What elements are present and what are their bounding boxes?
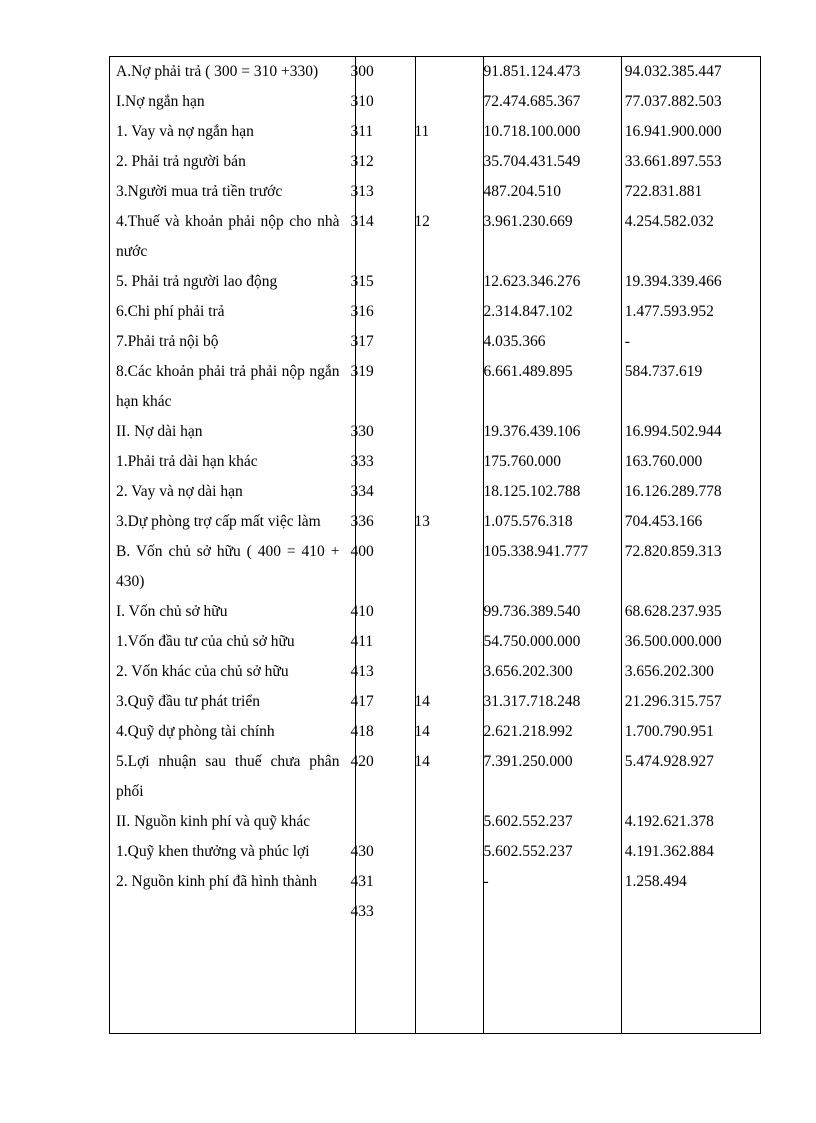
row-name: 5.Lợi nhuận sau thuế chưa phân phối [116,753,340,800]
row-note [406,627,476,657]
table-row [110,537,760,597]
row-note: 14 [414,723,430,740]
row-note [406,807,476,837]
row-note [406,267,476,297]
row-code: 418 [350,723,374,740]
row-current-value: 487.204.510 [483,183,561,200]
row-name: II. Nợ dài hạn [116,423,203,440]
table-row [110,207,760,267]
table-row [110,717,760,747]
liabilities-equity-table [110,57,760,927]
row-note: 11 [414,123,430,140]
table-row [110,747,760,807]
table-row [110,447,760,477]
row-note: 12 [414,213,430,230]
table-row [110,117,760,147]
row-previous-value [618,897,760,927]
row-current-value: 105.338.941.777 [483,543,589,560]
row-name: I. Vốn chủ sở hữu [116,603,228,620]
row-note [406,147,476,177]
row-name: 2. Nguồn kinh phí đã hình thành [116,873,318,890]
row-previous-value: 33.661.897.553 [624,153,722,170]
row-note: 13 [414,513,430,530]
row-current-value: 35.704.431.549 [483,153,581,170]
row-current-value: 54.750.000.000 [483,633,581,650]
row-note: 14 [414,693,430,710]
row-note [406,537,476,597]
row-note [406,837,476,867]
row-previous-value: 94.032.385.447 [624,63,722,80]
row-name: 6.Chi phí phải trả [116,303,225,320]
row-current-value: 7.391.250.000 [483,753,573,770]
row-code: 330 [350,423,374,440]
row-previous-value: 4.254.582.032 [624,213,714,230]
table-row [110,897,760,927]
row-code: 311 [350,123,374,140]
row-current-value: 4.035.366 [483,333,546,350]
table-row [110,837,760,867]
row-current-value: 12.623.346.276 [483,273,581,290]
row-name: II. Nguồn kinh phí và quỹ khác [116,813,311,830]
row-previous-value: - [624,333,630,350]
row-previous-value: 68.628.237.935 [624,603,722,620]
row-previous-value: 3.656.202.300 [624,663,714,680]
row-name: A.Nợ phải trả ( 300 = 310 +330) [116,63,319,80]
row-note [406,897,476,927]
row-code: 316 [350,303,374,320]
row-current-value: 72.474.685.367 [483,93,581,110]
row-name [110,897,344,927]
table-row [110,597,760,627]
table-row [110,867,760,897]
row-note [406,417,476,447]
row-previous-value: 163.760.000 [624,453,703,470]
row-previous-value: 21.296.315.757 [624,693,722,710]
row-code: 413 [350,663,374,680]
row-note [406,597,476,627]
row-name: 1.Quỹ khen thưởng và phúc lợi [116,843,310,860]
row-current-value: 5.602.552.237 [483,813,573,830]
row-current-value: 99.736.389.540 [483,603,581,620]
row-previous-value: 5.474.928.927 [624,753,714,770]
table-row [110,267,760,297]
row-previous-value: 36.500.000.000 [624,633,722,650]
row-name: 2. Vay và nợ dài hạn [116,483,243,500]
table-row [110,147,760,177]
row-name: 8.Các khoản phải trả phải nộp ngắn hạn khác [116,363,340,410]
row-current-value: 10.718.100.000 [483,123,581,140]
row-note [406,657,476,687]
row-previous-value: 16.126.289.778 [624,483,722,500]
row-current-value: 5.602.552.237 [483,843,573,860]
row-previous-value: 16.941.900.000 [624,123,722,140]
table-row [110,87,760,117]
row-name: 3.Dự phòng trợ cấp mất việc làm [116,513,321,530]
row-name: 1.Vốn đầu tư của chủ sở hữu [116,633,295,650]
table-row [110,357,760,417]
row-previous-value: 72.820.859.313 [624,543,722,560]
row-code: 333 [350,453,374,470]
table-row [110,807,760,837]
table-row [110,57,760,87]
row-current-value: 1.075.576.318 [483,513,573,530]
row-current-value: 91.851.124.473 [483,63,581,80]
row-name: 1.Phải trả dài hạn khác [116,453,258,470]
row-note: 14 [414,753,430,770]
table-row [110,417,760,447]
table-row [110,627,760,657]
row-name: 3.Quỹ đầu tư phát triển [116,693,260,710]
row-name: 4.Thuế và khoản phải nộp cho nhà nước [116,213,340,260]
table-row [110,297,760,327]
row-code: 420 [350,753,374,770]
row-current-value: 6.661.489.895 [483,363,573,380]
row-code [344,807,406,837]
row-code: 314 [350,213,374,230]
table-row [110,477,760,507]
row-code: 336 [350,513,374,530]
row-name: 2. Vốn khác của chủ sở hữu [116,663,289,680]
row-name: 4.Quỹ dự phòng tài chính [116,723,275,740]
row-code: 319 [350,363,374,380]
row-code: 411 [350,633,374,650]
table-row [110,327,760,357]
table-row [110,687,760,717]
row-code: 431 [350,873,374,890]
row-name: 3.Người mua trả tiền trước [116,183,283,200]
row-current-value [477,897,618,927]
row-code: 410 [350,603,374,620]
row-previous-value: 1.700.790.951 [624,723,714,740]
row-name: 5. Phải trả người lao động [116,273,278,290]
row-code: 300 [350,63,374,80]
row-previous-value: 584.737.619 [624,363,703,380]
row-previous-value: 704.453.166 [624,513,703,530]
row-note [406,177,476,207]
row-code: 317 [350,333,374,350]
row-note [406,357,476,417]
row-current-value: 3.961.230.669 [483,213,573,230]
row-current-value: 3.656.202.300 [483,663,573,680]
row-note [406,447,476,477]
row-code: 310 [350,93,374,110]
row-current-value: 2.314.847.102 [483,303,573,320]
row-current-value: 2.621.218.992 [483,723,573,740]
row-note [406,867,476,897]
row-code: 334 [350,483,374,500]
row-previous-value: 4.191.362.884 [624,843,714,860]
row-code: 433 [350,903,374,920]
row-current-value: 19.376.439.106 [483,423,581,440]
table-row [110,507,760,537]
row-note [406,327,476,357]
row-code: 400 [350,543,374,560]
row-code: 313 [350,183,374,200]
row-note [406,297,476,327]
row-previous-value: 722.831.881 [624,183,703,200]
row-previous-value: 77.037.882.503 [624,93,722,110]
row-current-value: 175.760.000 [483,453,561,470]
row-previous-value: 1.477.593.952 [624,303,714,320]
row-code: 417 [350,693,374,710]
row-current-value: - [483,873,489,890]
row-name: I.Nợ ngắn hạn [116,93,205,110]
row-previous-value: 4.192.621.378 [624,813,714,830]
row-note [406,477,476,507]
row-name: 1. Vay và nợ ngắn hạn [116,123,254,140]
row-previous-value: 16.994.502.944 [624,423,722,440]
row-note [406,57,476,87]
row-name: B. Vốn chủ sở hữu ( 400 = 410 + 430) [116,543,340,590]
balance-sheet-table [109,56,761,1034]
row-current-value: 18.125.102.788 [483,483,581,500]
row-code: 312 [350,153,374,170]
table-row [110,657,760,687]
row-previous-value: 1.258.494 [624,873,687,890]
row-current-value: 31.317.718.248 [483,693,581,710]
row-name: 2. Phải trả người bán [116,153,246,170]
row-name: 7.Phải trả nội bộ [116,333,219,350]
row-code: 430 [350,843,374,860]
row-code: 315 [350,273,374,290]
row-previous-value: 19.394.339.466 [624,273,722,290]
row-note [406,87,476,117]
table-row [110,177,760,207]
